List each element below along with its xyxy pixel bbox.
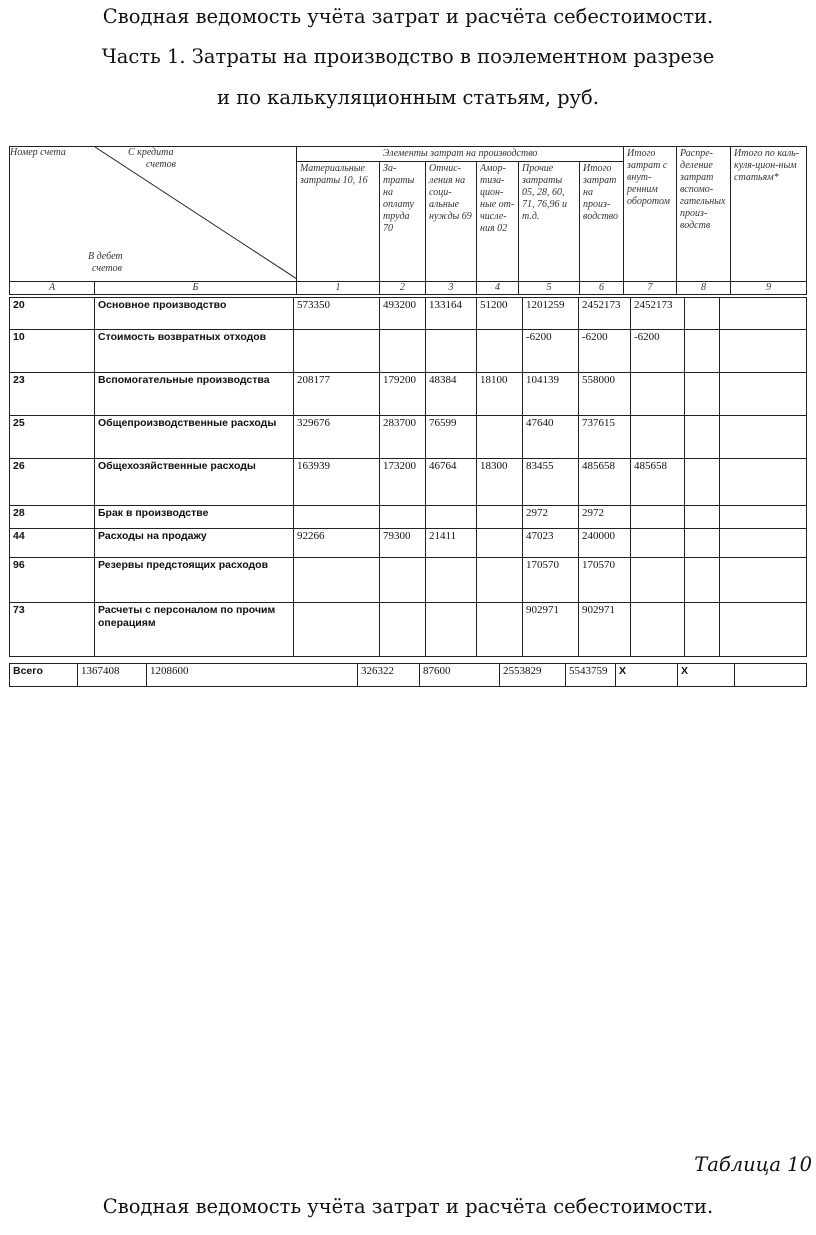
- value-cell: 902971: [523, 603, 579, 657]
- header-total-production: Итого затрат на произ-водство: [580, 162, 624, 282]
- value-cell: 83455: [523, 459, 579, 506]
- value-cell: 2452173: [631, 298, 685, 330]
- value-cell: [294, 330, 380, 373]
- account-name: Расчеты с персоналом по прочим операциям: [95, 603, 294, 657]
- value-cell: [685, 558, 720, 603]
- table-row: [10, 416, 807, 459]
- account-number: 20: [10, 298, 95, 330]
- value-cell: [631, 506, 685, 529]
- value-cell: 485658: [579, 459, 631, 506]
- table-row: [10, 603, 807, 657]
- table-label: Таблица 10: [694, 1153, 812, 1176]
- account-name: Брак в производстве: [95, 506, 294, 529]
- value-cell: [631, 603, 685, 657]
- column-number: Б: [95, 282, 297, 295]
- value-cell: 208177: [294, 373, 380, 416]
- table-total: [9, 663, 807, 687]
- account-number: 26: [10, 459, 95, 506]
- value-cell: [685, 459, 720, 506]
- value-cell: [294, 506, 380, 529]
- value-cell: 240000: [579, 529, 631, 558]
- value-cell: 2452173: [579, 298, 631, 330]
- value-cell: 170570: [579, 558, 631, 603]
- value-cell: [426, 330, 477, 373]
- value-cell: [720, 373, 807, 416]
- total-cell: 1367408: [78, 664, 147, 687]
- column-number: 8: [677, 282, 731, 295]
- value-cell: 558000: [579, 373, 631, 416]
- title-line-2: Часть 1. Затраты на производство в поэлементном разрезе: [101, 45, 715, 68]
- value-cell: [720, 459, 807, 506]
- value-cell: 104139: [523, 373, 579, 416]
- value-cell: [477, 416, 523, 459]
- value-cell: [720, 603, 807, 657]
- value-cell: [631, 416, 685, 459]
- value-cell: [685, 373, 720, 416]
- total-cell: 2553829: [500, 664, 566, 687]
- account-name: Вспомогательные производства: [95, 373, 294, 416]
- header-debit-2: счетов: [92, 263, 122, 274]
- total-cell: 87600: [420, 664, 500, 687]
- column-numbering-row: [10, 282, 807, 295]
- total-cell: X: [678, 664, 735, 687]
- value-cell: 46764: [426, 459, 477, 506]
- column-number: 4: [477, 282, 519, 295]
- column-number: 5: [519, 282, 580, 295]
- total-cell: [735, 664, 807, 687]
- value-cell: [380, 558, 426, 603]
- value-cell: [477, 529, 523, 558]
- header-material: Материальные затраты 10, 16: [297, 162, 380, 282]
- value-cell: 1201259: [523, 298, 579, 330]
- column-number: 9: [731, 282, 807, 295]
- value-cell: [720, 529, 807, 558]
- account-number: 28: [10, 506, 95, 529]
- value-cell: [631, 529, 685, 558]
- value-cell: 51200: [477, 298, 523, 330]
- header-social: Отчис-ления на соци-альные нужды 69: [426, 162, 477, 282]
- value-cell: [685, 298, 720, 330]
- header-total-internal: Итого затрат с внут-ренним оборотом: [624, 147, 677, 282]
- value-cell: 2972: [523, 506, 579, 529]
- total-label: Всего: [10, 664, 78, 687]
- table-row: [10, 459, 807, 506]
- value-cell: 485658: [631, 459, 685, 506]
- value-cell: [720, 416, 807, 459]
- value-cell: 48384: [426, 373, 477, 416]
- value-cell: [426, 506, 477, 529]
- value-cell: 18100: [477, 373, 523, 416]
- account-name: Резервы предстоящих расходов: [95, 558, 294, 603]
- column-number: 6: [580, 282, 624, 295]
- value-cell: 92266: [294, 529, 380, 558]
- account-number: 23: [10, 373, 95, 416]
- value-cell: [720, 330, 807, 373]
- header-credit-1: С кредита: [128, 147, 174, 158]
- table-row: [10, 373, 807, 416]
- value-cell: [631, 373, 685, 416]
- header-amortization: Амор-тиза-цион-ные от-числе-ния 02: [477, 162, 519, 282]
- header-wages: За-траты на оплату труда 70: [380, 162, 426, 282]
- bottom-title: Сводная ведомость учёта затрат и расчёта себестоимости.: [102, 1195, 714, 1218]
- value-cell: 173200: [380, 459, 426, 506]
- corner-cell: [10, 147, 297, 282]
- account-number: 10: [10, 330, 95, 373]
- value-cell: 2972: [579, 506, 631, 529]
- value-cell: [685, 416, 720, 459]
- value-cell: 163939: [294, 459, 380, 506]
- header-distribution: Распре-деление затрат вспомо-гательных произ-водств: [677, 147, 731, 282]
- value-cell: -6200: [523, 330, 579, 373]
- column-number: 3: [426, 282, 477, 295]
- title-line-1: Сводная ведомость учёта затрат и расчёта себестоимости.: [102, 5, 714, 28]
- header-total-calc: Итого по каль-куля-цион-ным статьям*: [731, 147, 807, 282]
- column-number: 1: [297, 282, 380, 295]
- value-cell: [380, 330, 426, 373]
- value-cell: [426, 603, 477, 657]
- value-cell: -6200: [631, 330, 685, 373]
- account-name: Стоимость возвратных отходов: [95, 330, 294, 373]
- table-row: [10, 558, 807, 603]
- table-row: [10, 506, 807, 529]
- account-number: 96: [10, 558, 95, 603]
- value-cell: [380, 506, 426, 529]
- total-cell: 326322: [358, 664, 420, 687]
- value-cell: [426, 558, 477, 603]
- value-cell: 737615: [579, 416, 631, 459]
- account-number: 25: [10, 416, 95, 459]
- header-credit-2: счетов: [146, 159, 176, 170]
- table-row: [10, 529, 807, 558]
- account-name: Общепроизводственные расходы: [95, 416, 294, 459]
- value-cell: 47023: [523, 529, 579, 558]
- header-debit-1: В дебет: [88, 251, 123, 262]
- column-number: 2: [380, 282, 426, 295]
- value-cell: 283700: [380, 416, 426, 459]
- value-cell: 76599: [426, 416, 477, 459]
- account-name: Общехозяйственные расходы: [95, 459, 294, 506]
- value-cell: 179200: [380, 373, 426, 416]
- header-account-number: Номер счета: [10, 147, 66, 158]
- account-number: 73: [10, 603, 95, 657]
- title-line-3: и по калькуляционным статьям, руб.: [217, 86, 599, 109]
- value-cell: [294, 603, 380, 657]
- value-cell: 170570: [523, 558, 579, 603]
- total-cell: X: [616, 664, 678, 687]
- value-cell: [685, 506, 720, 529]
- value-cell: [685, 529, 720, 558]
- value-cell: [685, 603, 720, 657]
- value-cell: -6200: [579, 330, 631, 373]
- value-cell: 18300: [477, 459, 523, 506]
- value-cell: [477, 330, 523, 373]
- value-cell: 573350: [294, 298, 380, 330]
- table-row: [10, 330, 807, 373]
- total-row: [10, 664, 807, 687]
- table-header: [9, 146, 807, 295]
- value-cell: [294, 558, 380, 603]
- account-number: 44: [10, 529, 95, 558]
- table-row: [10, 298, 807, 330]
- total-cell: 5543759: [566, 664, 616, 687]
- header-other: Прочие затраты 05, 28, 60, 71, 76,96 и т.д.: [519, 162, 580, 282]
- value-cell: 493200: [380, 298, 426, 330]
- value-cell: [477, 603, 523, 657]
- account-name: Расходы на продажу: [95, 529, 294, 558]
- value-cell: [631, 558, 685, 603]
- value-cell: 21411: [426, 529, 477, 558]
- table-body: [9, 297, 807, 657]
- value-cell: [720, 558, 807, 603]
- value-cell: 902971: [579, 603, 631, 657]
- value-cell: [720, 506, 807, 529]
- value-cell: [477, 506, 523, 529]
- value-cell: [477, 558, 523, 603]
- column-number: А: [10, 282, 95, 295]
- value-cell: [720, 298, 807, 330]
- value-cell: 47640: [523, 416, 579, 459]
- header-elements: Элементы затрат на производство: [297, 147, 624, 162]
- value-cell: 329676: [294, 416, 380, 459]
- value-cell: [685, 330, 720, 373]
- total-cell: 1208600: [147, 664, 358, 687]
- account-name: Основное производство: [95, 298, 294, 330]
- column-number: 7: [624, 282, 677, 295]
- value-cell: [380, 603, 426, 657]
- value-cell: 133164: [426, 298, 477, 330]
- value-cell: 79300: [380, 529, 426, 558]
